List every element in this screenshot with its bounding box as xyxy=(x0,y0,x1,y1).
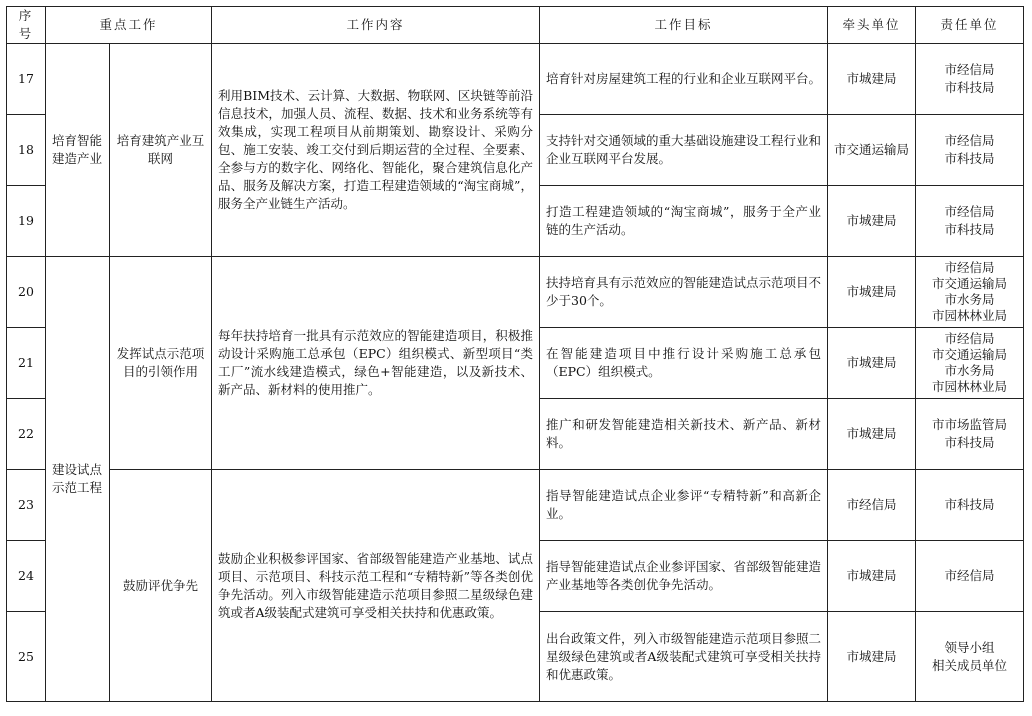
serial-number: 20 xyxy=(7,257,46,328)
lead-unit: 市经信局 xyxy=(828,470,916,541)
responsible-units xyxy=(916,115,1024,186)
responsible-unit: 市科技局 xyxy=(944,497,995,512)
responsible-units xyxy=(916,399,1024,470)
responsible-unit: 市科技局 xyxy=(944,80,995,95)
table-row xyxy=(7,470,1024,541)
serial-number: 23 xyxy=(7,470,46,541)
work-goal: 指导智能建造试点企业参评“专精特新”和高新企业。 xyxy=(540,470,828,541)
key-work-category: 建设试点示范工程 xyxy=(46,257,110,702)
header-key-work: 重点工作 xyxy=(46,7,212,44)
responsible-unit: 市水务局 xyxy=(944,363,995,378)
responsible-unit: 市交通运输局 xyxy=(932,347,1008,362)
document-page xyxy=(6,6,1024,702)
responsible-unit: 市经信局 xyxy=(944,331,995,346)
lead-unit: 市城建局 xyxy=(828,186,916,257)
lead-unit: 市城建局 xyxy=(828,328,916,399)
work-plan-table xyxy=(6,6,1024,702)
lead-unit: 市城建局 xyxy=(828,541,916,612)
serial-number: 24 xyxy=(7,541,46,612)
lead-unit: 市城建局 xyxy=(828,44,916,115)
work-goal: 指导智能建造试点企业参评国家、省部级智能建造产业基地等各类创优争先活动。 xyxy=(540,541,828,612)
responsible-unit: 相关成员单位 xyxy=(932,657,1008,673)
lead-unit: 市城建局 xyxy=(828,612,916,702)
serial-number: 18 xyxy=(7,115,46,186)
responsible-unit: 领导小组 xyxy=(944,639,995,655)
responsible-unit: 市园林林业局 xyxy=(932,308,1008,323)
header-goal: 工作目标 xyxy=(540,7,828,44)
work-content: 鼓励企业积极参评国家、省部级智能建造产业基地、试点项目、示范项目、科技示范工程和“专精特新”等各类创优争先活动。列入市级智能建造示范项目参照二星级绿色建筑或者A级装配式建筑可享受相关扶持和优惠政策。 xyxy=(212,470,540,702)
table-row xyxy=(7,257,1024,328)
responsible-units xyxy=(916,328,1024,399)
responsible-unit: 市经信局 xyxy=(944,62,995,77)
key-work-item: 发挥试点示范项目的引领作用 xyxy=(110,257,212,470)
responsible-units xyxy=(916,541,1024,612)
serial-number: 19 xyxy=(7,186,46,257)
key-work-category: 培育智能建造产业 xyxy=(46,44,110,257)
work-content: 每年扶持培育一批具有示范效应的智能建造项目，积极推动设计采购施工总承包（EPC）组织模式、新型项目“类工厂”流水线建造模式，绿色+智能建造，以及新技术、新产品、新材料的使用推广。 xyxy=(212,257,540,470)
serial-number: 17 xyxy=(7,44,46,115)
lead-unit: 市城建局 xyxy=(828,257,916,328)
serial-number: 25 xyxy=(7,612,46,702)
key-work-item: 培育建筑产业互联网 xyxy=(110,44,212,257)
responsible-units xyxy=(916,612,1024,702)
serial-number: 22 xyxy=(7,399,46,470)
header-row xyxy=(7,7,1024,44)
responsible-unit: 市经信局 xyxy=(944,204,995,219)
header-responsible-unit: 责任单位 xyxy=(916,7,1024,44)
work-goal: 出台政策文件，列入市级智能建造示范项目参照二星级绿色建筑或者A级装配式建筑可享受相关扶持和优惠政策。 xyxy=(540,612,828,702)
work-goal: 推广和研发智能建造相关新技术、新产品、新材料。 xyxy=(540,399,828,470)
responsible-unit: 市市场监管局 xyxy=(932,417,1008,432)
responsible-unit: 市经信局 xyxy=(944,133,995,148)
key-work-item: 鼓励评优争先 xyxy=(110,470,212,702)
header-serial: 序号 xyxy=(7,7,46,44)
serial-number: 21 xyxy=(7,328,46,399)
work-content: 利用BIM技术、云计算、大数据、物联网、区块链等前沿信息技术，加强人员、流程、数据、技术和业务系统等有效集成，实现工程项目从前期策划、勘察设计、采购分包、施工安装、竣工交付到后期运营的全过程、全要素、全参与方的数字化、网络化、智能化，聚合建筑信息化产品、服务及解决方案，打造工程建造领域的“淘宝商城”，服务全产业链生产活动。 xyxy=(212,44,540,257)
responsible-unit: 市经信局 xyxy=(944,260,995,275)
responsible-unit: 市园林林业局 xyxy=(932,379,1008,394)
lead-unit: 市交通运输局 xyxy=(828,115,916,186)
responsible-unit: 市科技局 xyxy=(944,151,995,166)
work-goal: 培育针对房屋建筑工程的行业和企业互联网平台。 xyxy=(540,44,828,115)
work-goal: 打造工程建造领域的“淘宝商城”，服务于全产业链的生产活动。 xyxy=(540,186,828,257)
responsible-unit: 市水务局 xyxy=(944,292,995,307)
responsible-units xyxy=(916,186,1024,257)
responsible-units xyxy=(916,257,1024,328)
work-goal: 在智能建造项目中推行设计采购施工总承包（EPC）组织模式。 xyxy=(540,328,828,399)
table-row xyxy=(7,44,1024,115)
responsible-unit: 市科技局 xyxy=(944,435,995,450)
responsible-units xyxy=(916,44,1024,115)
header-lead-unit: 牵头单位 xyxy=(828,7,916,44)
work-goal: 扶持培育具有示范效应的智能建造试点示范项目不少于30个。 xyxy=(540,257,828,328)
responsible-units xyxy=(916,470,1024,541)
work-goal: 支持针对交通领域的重大基础设施建设工程行业和企业互联网平台发展。 xyxy=(540,115,828,186)
responsible-unit: 市经信局 xyxy=(944,568,995,583)
responsible-unit: 市科技局 xyxy=(944,222,995,237)
header-content: 工作内容 xyxy=(212,7,540,44)
lead-unit: 市城建局 xyxy=(828,399,916,470)
responsible-unit: 市交通运输局 xyxy=(932,276,1008,291)
